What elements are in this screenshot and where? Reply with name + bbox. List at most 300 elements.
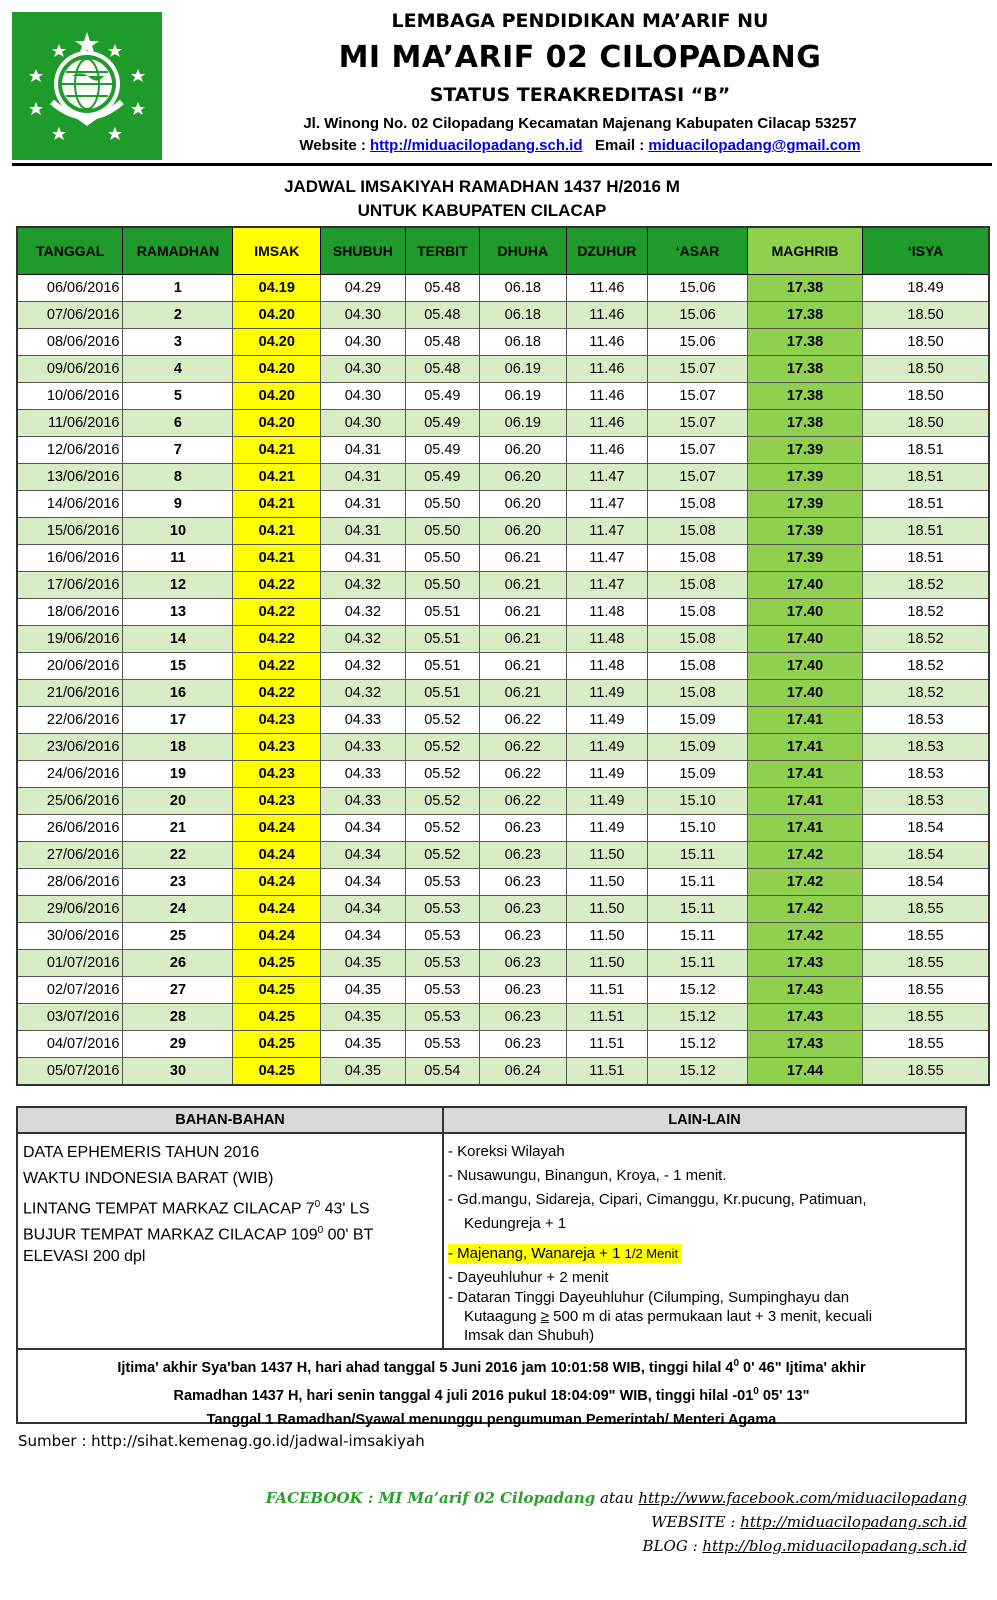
schedule-subtitle: UNTUK KABUPATEN CILACAP [357, 201, 607, 220]
cell-dzuhur: 11.46 [566, 275, 648, 302]
cell-imsak: 04.21 [233, 518, 321, 545]
cell-ramadhan: 12 [123, 572, 233, 599]
table-row [17, 545, 989, 572]
email-label: Email : [595, 137, 645, 154]
ijtima-line-1: Ijtima' akhir Sya'ban 1437 H, hari ahad tanggal 5 Juni 2016 jam 10:01:58 WIB, tinggi hilal $4^0$ 0' 46" Ijtima' akhir [117, 1358, 866, 1376]
cell-ramadhan: 20 [123, 788, 233, 815]
table-row [17, 950, 989, 977]
cell-imsak: 04.21 [233, 437, 321, 464]
cell-imsak: 04.24 [233, 842, 321, 869]
cell-tanggal: 21/06/2016 [17, 680, 123, 707]
cell-maghrib: 17.44 [747, 1058, 862, 1086]
cell-terbit: 05.48 [405, 302, 479, 329]
cell-isya: 18.50 [863, 410, 989, 437]
cell-ramadhan: 14 [123, 626, 233, 653]
lain-dayeuhluhur: - Dayeuhluhur + 2 menit [448, 1269, 609, 1286]
lain-dataran-2: Kutaagung ≥ 500 m di atas permukaan laut + 3 menit, kecuali [464, 1308, 873, 1325]
info-box [16, 1106, 967, 1428]
cell-asar: 15.07 [648, 383, 748, 410]
cell-terbit: 05.50 [405, 572, 479, 599]
bahan-ephemeris: DATA EPHEMERIS TAHUN 2016 [23, 1144, 260, 1161]
cell-terbit: 05.51 [405, 680, 479, 707]
cell-tanggal: 16/06/2016 [17, 545, 123, 572]
table-row [17, 599, 989, 626]
cell-imsak: 04.24 [233, 815, 321, 842]
cell-maghrib: 17.41 [747, 815, 862, 842]
cell-imsak: 04.21 [233, 464, 321, 491]
header-col-terbit: TERBIT [405, 227, 479, 275]
cell-ramadhan: 30 [123, 1058, 233, 1086]
table-row [17, 815, 989, 842]
cell-isya: 18.52 [863, 680, 989, 707]
cell-asar: 15.07 [648, 437, 748, 464]
cell-terbit: 05.48 [405, 275, 479, 302]
cell-shubuh: 04.33 [321, 788, 406, 815]
cell-shubuh: 04.33 [321, 707, 406, 734]
header-col-imsak: IMSAK [233, 227, 321, 275]
table-row [17, 842, 989, 869]
header-col-ramadhan: RAMADHAN [123, 227, 233, 275]
table-row [17, 977, 989, 1004]
cell-imsak: 04.22 [233, 653, 321, 680]
cell-maghrib: 17.39 [747, 464, 862, 491]
table-row [17, 410, 989, 437]
cell-asar: 15.10 [648, 815, 748, 842]
cell-isya: 18.54 [863, 869, 989, 896]
cell-dhuha: 06.23 [480, 977, 567, 1004]
cell-dhuha: 06.23 [480, 815, 567, 842]
cell-asar: 15.12 [648, 1058, 748, 1086]
cell-tanggal: 24/06/2016 [17, 761, 123, 788]
cell-dhuha: 06.23 [480, 950, 567, 977]
cell-tanggal: 22/06/2016 [17, 707, 123, 734]
cell-tanggal: 03/07/2016 [17, 1004, 123, 1031]
cell-dzuhur: 11.47 [566, 545, 648, 572]
cell-ramadhan: 17 [123, 707, 233, 734]
cell-isya: 18.52 [863, 626, 989, 653]
cell-dhuha: 06.24 [480, 1058, 567, 1086]
cell-dzuhur: 11.49 [566, 707, 648, 734]
cell-asar: 15.09 [648, 761, 748, 788]
footer-facebook [266, 1489, 967, 1507]
table-header-row [17, 227, 989, 275]
cell-shubuh: 04.35 [321, 950, 406, 977]
ijtima-note [18, 1348, 965, 1428]
cell-terbit: 05.53 [405, 896, 479, 923]
header-col-tanggal: TANGGAL [17, 227, 123, 275]
footer-blog-label: BLOG : [642, 1537, 703, 1555]
cell-isya: 18.55 [863, 896, 989, 923]
cell-shubuh: 04.30 [321, 410, 406, 437]
cell-maghrib: 17.41 [747, 788, 862, 815]
cell-asar: 15.06 [648, 275, 748, 302]
cell-dzuhur: 11.50 [566, 923, 648, 950]
cell-ramadhan: 24 [123, 896, 233, 923]
cell-shubuh: 04.32 [321, 572, 406, 599]
cell-ramadhan: 2 [123, 302, 233, 329]
cell-isya: 18.55 [863, 1058, 989, 1086]
header-col-asar: ‘ASAR [648, 227, 748, 275]
cell-imsak: 04.25 [233, 1058, 321, 1086]
facebook-link[interactable]: http://www.facebook.com/miduacilopadang [638, 1489, 967, 1507]
cell-shubuh: 04.35 [321, 977, 406, 1004]
email-link[interactable]: miduacilopadang@gmail.com [648, 137, 861, 154]
cell-dhuha: 06.22 [480, 734, 567, 761]
cell-imsak: 04.22 [233, 680, 321, 707]
footer-website [651, 1513, 967, 1531]
table-row [17, 275, 989, 302]
cell-tanggal: 08/06/2016 [17, 329, 123, 356]
cell-asar: 15.06 [648, 329, 748, 356]
cell-imsak: 04.24 [233, 923, 321, 950]
cell-tanggal: 14/06/2016 [17, 491, 123, 518]
cell-asar: 15.11 [648, 896, 748, 923]
cell-shubuh: 04.32 [321, 653, 406, 680]
cell-imsak: 04.25 [233, 1004, 321, 1031]
cell-terbit: 05.49 [405, 383, 479, 410]
cell-asar: 15.08 [648, 626, 748, 653]
cell-maghrib: 17.40 [747, 653, 862, 680]
lain-panel [444, 1108, 965, 1348]
cell-ramadhan: 23 [123, 869, 233, 896]
table-row [17, 1031, 989, 1058]
cell-dhuha: 06.21 [480, 572, 567, 599]
cell-maghrib: 17.39 [747, 518, 862, 545]
cell-asar: 15.08 [648, 518, 748, 545]
cell-isya: 18.55 [863, 950, 989, 977]
cell-maghrib: 17.41 [747, 761, 862, 788]
table-row [17, 1058, 989, 1086]
atau-text: atau [595, 1489, 639, 1507]
cell-isya: 18.49 [863, 275, 989, 302]
cell-ramadhan: 15 [123, 653, 233, 680]
cell-dzuhur: 11.50 [566, 950, 648, 977]
cell-dzuhur: 11.47 [566, 572, 648, 599]
cell-dzuhur: 11.47 [566, 518, 648, 545]
cell-dzuhur: 11.49 [566, 734, 648, 761]
website-link[interactable]: http://miduacilopadang.sch.id [370, 137, 583, 154]
cell-tanggal: 06/06/2016 [17, 275, 123, 302]
cell-dhuha: 06.20 [480, 518, 567, 545]
cell-shubuh: 04.30 [321, 356, 406, 383]
cell-tanggal: 01/07/2016 [17, 950, 123, 977]
cell-maghrib: 17.38 [747, 356, 862, 383]
cell-dhuha: 06.21 [480, 626, 567, 653]
cell-imsak: 04.19 [233, 275, 321, 302]
school-address: Jl. Winong No. 02 Cilopadang Kecamatan Majenang Kabupaten Cilacap 53257 [303, 115, 857, 132]
cell-maghrib: 17.38 [747, 329, 862, 356]
table-row [17, 923, 989, 950]
cell-maghrib: 17.38 [747, 302, 862, 329]
cell-maghrib: 17.40 [747, 680, 862, 707]
cell-asar: 15.09 [648, 707, 748, 734]
cell-imsak: 04.24 [233, 896, 321, 923]
cell-tanggal: 28/06/2016 [17, 869, 123, 896]
lain-header: LAIN-LAIN [444, 1108, 965, 1134]
cell-tanggal: 17/06/2016 [17, 572, 123, 599]
cell-ramadhan: 8 [123, 464, 233, 491]
cell-ramadhan: 6 [123, 410, 233, 437]
cell-imsak: 04.23 [233, 761, 321, 788]
cell-isya: 18.54 [863, 842, 989, 869]
cell-asar: 15.11 [648, 950, 748, 977]
cell-dhuha: 06.19 [480, 356, 567, 383]
cell-dzuhur: 11.51 [566, 1004, 648, 1031]
cell-terbit: 05.50 [405, 518, 479, 545]
header-divider [12, 163, 992, 166]
cell-dhuha: 06.22 [480, 788, 567, 815]
cell-ramadhan: 16 [123, 680, 233, 707]
cell-ramadhan: 27 [123, 977, 233, 1004]
footer-blog-link[interactable]: http://blog.miduacilopadang.sch.id [702, 1537, 967, 1555]
cell-tanggal: 04/07/2016 [17, 1031, 123, 1058]
cell-isya: 18.50 [863, 302, 989, 329]
table-row [17, 464, 989, 491]
cell-dhuha: 06.23 [480, 923, 567, 950]
cell-isya: 18.55 [863, 1031, 989, 1058]
cell-isya: 18.50 [863, 356, 989, 383]
cell-asar: 15.10 [648, 788, 748, 815]
cell-dzuhur: 11.50 [566, 869, 648, 896]
cell-dzuhur: 11.49 [566, 788, 648, 815]
cell-dzuhur: 11.47 [566, 464, 648, 491]
cell-tanggal: 26/06/2016 [17, 815, 123, 842]
cell-tanggal: 12/06/2016 [17, 437, 123, 464]
cell-imsak: 04.22 [233, 572, 321, 599]
table-row [17, 680, 989, 707]
table-row [17, 437, 989, 464]
cell-maghrib: 17.42 [747, 923, 862, 950]
cell-dzuhur: 11.51 [566, 977, 648, 1004]
cell-isya: 18.53 [863, 788, 989, 815]
cell-terbit: 05.53 [405, 923, 479, 950]
cell-dzuhur: 11.50 [566, 842, 648, 869]
cell-terbit: 05.52 [405, 788, 479, 815]
cell-maghrib: 17.38 [747, 275, 862, 302]
cell-imsak: 04.21 [233, 545, 321, 572]
cell-isya: 18.52 [863, 572, 989, 599]
facebook-label: FACEBOOK : MI Ma’arif 02 Cilopadang [265, 1489, 596, 1507]
cell-shubuh: 04.35 [321, 1058, 406, 1086]
cell-tanggal: 10/06/2016 [17, 383, 123, 410]
cell-isya: 18.51 [863, 518, 989, 545]
cell-isya: 18.55 [863, 1004, 989, 1031]
cell-isya: 18.54 [863, 815, 989, 842]
footer-blog [643, 1537, 967, 1555]
cell-terbit: 05.54 [405, 1058, 479, 1086]
cell-maghrib: 17.39 [747, 491, 862, 518]
cell-maghrib: 17.42 [747, 869, 862, 896]
cell-isya: 18.55 [863, 923, 989, 950]
cell-tanggal: 09/06/2016 [17, 356, 123, 383]
cell-dhuha: 06.23 [480, 869, 567, 896]
cell-tanggal: 02/07/2016 [17, 977, 123, 1004]
cell-tanggal: 07/06/2016 [17, 302, 123, 329]
cell-dhuha: 06.22 [480, 761, 567, 788]
cell-terbit: 05.49 [405, 410, 479, 437]
cell-ramadhan: 1 [123, 275, 233, 302]
cell-imsak: 04.20 [233, 356, 321, 383]
cell-dzuhur: 11.49 [566, 815, 648, 842]
cell-dhuha: 06.21 [480, 545, 567, 572]
cell-dhuha: 06.20 [480, 491, 567, 518]
cell-asar: 15.07 [648, 464, 748, 491]
cell-asar: 15.11 [648, 923, 748, 950]
cell-isya: 18.55 [863, 977, 989, 1004]
table-row [17, 356, 989, 383]
cell-ramadhan: 19 [123, 761, 233, 788]
header-col-isya: ‘ISYA [863, 227, 989, 275]
cell-tanggal: 27/06/2016 [17, 842, 123, 869]
cell-shubuh: 04.32 [321, 680, 406, 707]
cell-dzuhur: 11.48 [566, 599, 648, 626]
cell-isya: 18.51 [863, 464, 989, 491]
cell-maghrib: 17.42 [747, 896, 862, 923]
cell-ramadhan: 26 [123, 950, 233, 977]
cell-imsak: 04.20 [233, 383, 321, 410]
cell-maghrib: 17.43 [747, 977, 862, 1004]
table-row [17, 491, 989, 518]
cell-dhuha: 06.21 [480, 599, 567, 626]
cell-terbit: 05.52 [405, 761, 479, 788]
cell-imsak: 04.25 [233, 977, 321, 1004]
cell-dhuha: 06.23 [480, 896, 567, 923]
website-label: Website : [299, 137, 366, 154]
table-row [17, 329, 989, 356]
cell-tanggal: 18/06/2016 [17, 599, 123, 626]
cell-shubuh: 04.31 [321, 464, 406, 491]
cell-isya: 18.51 [863, 545, 989, 572]
cell-shubuh: 04.31 [321, 491, 406, 518]
cell-dhuha: 06.18 [480, 302, 567, 329]
school-name: MI MA’ARIF 02 CILOPADANG [338, 40, 822, 75]
cell-asar: 15.08 [648, 653, 748, 680]
cell-dzuhur: 11.47 [566, 491, 648, 518]
lain-majenang: - Majenang, Wanareja + 1 1/2 Menit [448, 1244, 965, 1268]
table-row [17, 1004, 989, 1031]
cell-isya: 18.50 [863, 383, 989, 410]
cell-terbit: 05.48 [405, 356, 479, 383]
table-row [17, 734, 989, 761]
cell-shubuh: 04.35 [321, 1031, 406, 1058]
cell-shubuh: 04.34 [321, 923, 406, 950]
cell-tanggal: 23/06/2016 [17, 734, 123, 761]
cell-imsak: 04.25 [233, 1031, 321, 1058]
cell-dhuha: 06.18 [480, 275, 567, 302]
cell-maghrib: 17.39 [747, 545, 862, 572]
cell-ramadhan: 9 [123, 491, 233, 518]
cell-ramadhan: 28 [123, 1004, 233, 1031]
cell-tanggal: 15/06/2016 [17, 518, 123, 545]
cell-tanggal: 11/06/2016 [17, 410, 123, 437]
table-row [17, 626, 989, 653]
cell-maghrib: 17.39 [747, 437, 862, 464]
ijtima-line-2: Ramadhan 1437 H, hari senin tanggal 4 juli 2016 pukul 18:04:09" WIB, tinggi hilal $-01^0$ 05' 13" [173, 1385, 810, 1404]
table-row [17, 896, 989, 923]
cell-terbit: 05.52 [405, 707, 479, 734]
cell-shubuh: 04.32 [321, 599, 406, 626]
ijtima-line-3: Tanggal 1 Ramadhan/Syawal menunggu pengumuman Pemerintah/ Menteri Agama [206, 1411, 777, 1428]
cell-dzuhur: 11.46 [566, 356, 648, 383]
cell-maghrib: 17.43 [747, 1004, 862, 1031]
header-col-dzuhur: DZUHUR [566, 227, 648, 275]
lain-koreksi: - Koreksi Wilayah [448, 1143, 565, 1160]
table-row [17, 518, 989, 545]
imsakiyah-table [16, 226, 990, 1086]
cell-isya: 18.53 [863, 761, 989, 788]
lain-dataran-3: Imsak dan Shubuh) [464, 1327, 595, 1344]
cell-shubuh: 04.30 [321, 329, 406, 356]
lain-gdmangu: - Gd.mangu, Sidareja, Cipari, Cimanggu, Kr.pucung, Patimuan, [448, 1191, 867, 1208]
cell-dzuhur: 11.50 [566, 896, 648, 923]
bahan-bujur: BUJUR TEMPAT MARKAZ CILACAP $109^0$ 00' BT [23, 1225, 374, 1244]
cell-imsak: 04.24 [233, 869, 321, 896]
cell-isya: 18.53 [863, 734, 989, 761]
cell-imsak: 04.23 [233, 707, 321, 734]
cell-asar: 15.06 [648, 302, 748, 329]
cell-imsak: 04.22 [233, 626, 321, 653]
cell-shubuh: 04.34 [321, 815, 406, 842]
cell-terbit: 05.49 [405, 464, 479, 491]
cell-ramadhan: 18 [123, 734, 233, 761]
cell-imsak: 04.22 [233, 599, 321, 626]
table-row [17, 707, 989, 734]
institution-name: LEMBAGA PENDIDIKAN MA’ARIF NU [391, 10, 769, 32]
cell-imsak: 04.20 [233, 302, 321, 329]
table-row [17, 383, 989, 410]
cell-ramadhan: 5 [123, 383, 233, 410]
cell-dzuhur: 11.46 [566, 437, 648, 464]
cell-terbit: 05.52 [405, 842, 479, 869]
cell-terbit: 05.53 [405, 1031, 479, 1058]
bahan-elevasi: ELEVASI 200 dpl [23, 1248, 146, 1265]
table-row [17, 302, 989, 329]
cell-ramadhan: 29 [123, 1031, 233, 1058]
cell-imsak: 04.20 [233, 329, 321, 356]
footer-website-label: WEBSITE : [651, 1513, 741, 1531]
cell-maghrib: 17.40 [747, 599, 862, 626]
cell-asar: 15.11 [648, 842, 748, 869]
cell-maghrib: 17.38 [747, 410, 862, 437]
cell-maghrib: 17.43 [747, 1031, 862, 1058]
cell-dzuhur: 11.48 [566, 653, 648, 680]
cell-shubuh: 04.32 [321, 626, 406, 653]
cell-shubuh: 04.33 [321, 761, 406, 788]
cell-asar: 15.08 [648, 545, 748, 572]
cell-isya: 18.52 [863, 599, 989, 626]
cell-dhuha: 06.21 [480, 680, 567, 707]
cell-tanggal: 13/06/2016 [17, 464, 123, 491]
cell-imsak: 04.23 [233, 734, 321, 761]
cell-isya: 18.50 [863, 329, 989, 356]
cell-asar: 15.08 [648, 680, 748, 707]
cell-maghrib: 17.42 [747, 842, 862, 869]
cell-terbit: 05.51 [405, 653, 479, 680]
bahan-wib: WAKTU INDONESIA BARAT (WIB) [23, 1170, 274, 1187]
cell-ramadhan: 22 [123, 842, 233, 869]
cell-shubuh: 04.31 [321, 437, 406, 464]
cell-ramadhan: 21 [123, 815, 233, 842]
cell-terbit: 05.50 [405, 545, 479, 572]
cell-asar: 15.12 [648, 1031, 748, 1058]
cell-asar: 15.08 [648, 599, 748, 626]
footer-website-link[interactable]: http://miduacilopadang.sch.id [740, 1513, 967, 1531]
cell-dhuha: 06.20 [480, 437, 567, 464]
cell-terbit: 05.48 [405, 329, 479, 356]
cell-terbit: 05.51 [405, 599, 479, 626]
bahan-lintang: LINTANG TEMPAT MARKAZ CILACAP $7^0$ 43' LS [23, 1199, 370, 1218]
table-row [17, 653, 989, 680]
